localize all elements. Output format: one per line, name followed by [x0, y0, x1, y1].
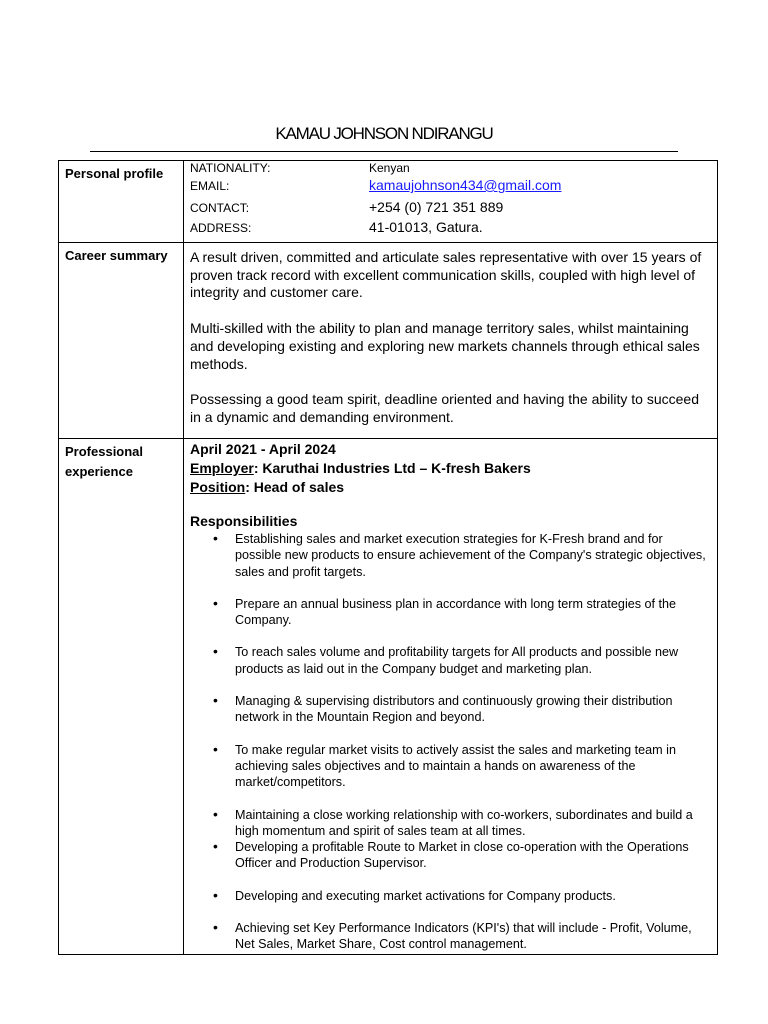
- career-paragraph: Multi-skilled with the ability to plan and manage territory sales, whilst maintaining and developing existing and exploring new markets channels through ethical sales methods.: [190, 320, 700, 372]
- nationality-value: Kenyan: [369, 161, 410, 175]
- career-paragraph: Possessing a good team spirit, deadline oriented and having the ability to succeed in a dynamic and demanding environment.: [190, 391, 699, 425]
- experience-position: [190, 478, 709, 497]
- contact-row: [190, 199, 709, 219]
- position-value: : Head of sales: [245, 479, 345, 495]
- list-item: • Achieving set Key Performance Indicators (KPI's) that will include - Profit, Volume, Net Sales, Market Share, Cost control management.: [235, 920, 709, 953]
- contact-value: +254 (0) 721 351 889: [369, 199, 504, 215]
- employer-value: : Karuthai Industries Ltd – K-fresh Bakers: [253, 460, 531, 476]
- list-item: • Developing a profitable Route to Market in close co-operation with the Operations Officer and Production Supervisor.: [235, 839, 709, 872]
- list-item: • To reach sales volume and profitability targets for All products and possible new products as laid out in the Company budget and marketing plan.: [235, 644, 709, 677]
- contact-key: CONTACT:: [190, 201, 250, 215]
- experience-period: April 2021 - April 2024: [190, 441, 336, 457]
- position-label: Position: [190, 479, 246, 495]
- list-item: • Managing & supervising distributors and continuously growing their distribution network in the Mountain Region and beyond.: [235, 693, 709, 726]
- list-item: • To make regular market visits to actively assist the sales and marketing team in achieving sales objectives and to maintain a hands on awareness of the market/competitors.: [235, 742, 709, 791]
- experience-employer: [190, 459, 709, 478]
- list-item: • Establishing sales and market execution strategies for K-Fresh brand and for possible new products to ensure achievement of the Company's strategic objectives, sales and profit targets.: [235, 531, 709, 580]
- personal-profile-row: [59, 161, 718, 243]
- address-row: [190, 219, 709, 237]
- career-summary-content: [184, 243, 718, 439]
- email-key: EMAIL:: [190, 179, 230, 193]
- section-label-career: Career summary: [59, 243, 184, 439]
- personal-profile-content: [184, 161, 718, 243]
- document-title: KAMAU JOHNSON NDIRANGU: [275, 124, 493, 143]
- career-summary-row: [59, 243, 718, 439]
- section-label-personal: Personal profile: [59, 161, 184, 243]
- list-item: • Developing and executing market activations for Company products.: [235, 888, 709, 904]
- employer-label: Employer: [190, 460, 254, 476]
- responsibilities-title: Responsibilities: [190, 513, 298, 529]
- experience-content: [184, 439, 718, 955]
- title-underline: [90, 151, 678, 152]
- email-link[interactable]: kamaujohnson434@gmail.com: [369, 177, 562, 193]
- nationality-key: NATIONALITY:: [190, 161, 271, 175]
- list-item: • Prepare an annual business plan in accordance with long term strategies of the Company.: [235, 596, 709, 629]
- address-key: ADDRESS:: [190, 221, 252, 235]
- email-row: [190, 177, 709, 197]
- responsibilities-list: [190, 531, 709, 953]
- address-value: 41-01013, Gatura.: [369, 219, 483, 235]
- experience-row: [59, 439, 718, 955]
- nationality-row: [190, 161, 709, 177]
- section-label-experience: Professional experience: [59, 439, 184, 955]
- career-paragraph: A result driven, committed and articulate sales representative with over 15 years of proven track record with excellent communication skills, coupled with high level of integrity and customer care.: [190, 249, 702, 301]
- list-item: • Maintaining a close working relationship with co-workers, subordinates and build a high momentum and spirit of sales team at all times.: [235, 807, 709, 840]
- cv-table: [58, 160, 718, 955]
